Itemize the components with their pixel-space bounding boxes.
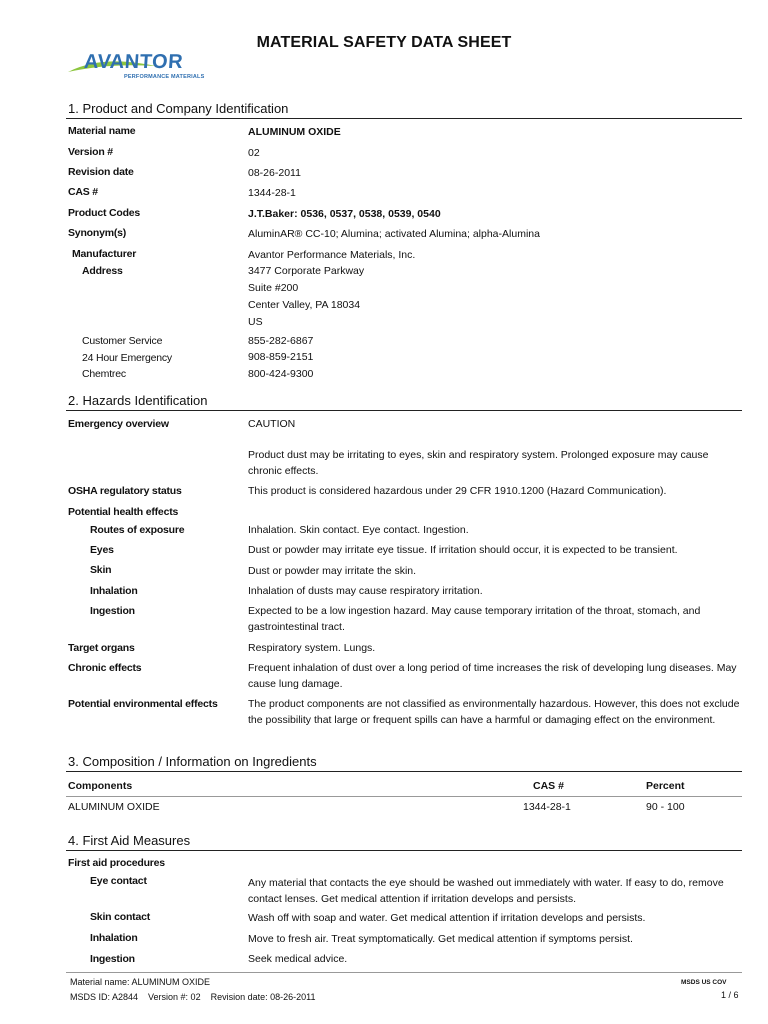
label-skin: Skin: [90, 564, 112, 576]
value-eyes: Dust or powder may irritate eye tissue. If irritation should occur, it is expected to be transient.: [248, 544, 678, 556]
table-cell-cas: 1344-28-1: [523, 801, 571, 813]
label-osha-status: OSHA regulatory status: [68, 485, 182, 497]
value-customer-service: 855-282-6867: [248, 335, 314, 347]
value-emergency-overview: Product dust may be irritating to eyes, skin and respiratory system. Prolonged exposure may cause chronic effects.: [248, 449, 709, 477]
label-product-codes: Product Codes: [68, 207, 141, 219]
logo-wordmark: AVANTOR: [83, 51, 184, 73]
label-chronic-effects: Chronic effects: [68, 662, 142, 674]
section-2-rule: [66, 410, 742, 411]
label-customer-service: Customer Service: [82, 335, 163, 347]
value-target-organs: Respiratory system. Lungs.: [248, 642, 376, 654]
value-eye-contact: Any material that contacts the eye should be washed out immediately with water. If easy to do, remove contact lenses. Get medical attention if irritation develops and persists.: [248, 877, 724, 905]
value-skin: Dust or powder may irritate the skin.: [248, 565, 417, 577]
label-routes-of-exposure: Routes of exposure: [90, 524, 185, 536]
label-eyes: Eyes: [90, 544, 114, 556]
label-24-hour-emergency: 24 Hour Emergency: [82, 352, 172, 364]
label-potential-health-effects: Potential health effects: [68, 506, 179, 518]
value-inhalation: Inhalation of dusts may cause respiratory irritation.: [248, 585, 483, 597]
footer-material-name: Material name: ALUMINUM OXIDE: [70, 977, 211, 987]
value-address-line-4: US: [248, 316, 263, 328]
section-1-heading: 1. Product and Company Identification: [68, 101, 289, 116]
document-title: MATERIAL SAFETY DATA SHEET: [256, 34, 512, 51]
value-material-name: ALUMINUM OXIDE: [248, 126, 341, 138]
value-version: 02: [248, 147, 260, 159]
value-24-hour-emergency: 908-859-2151: [248, 351, 314, 363]
label-first-aid-inhalation: Inhalation: [90, 932, 138, 944]
label-emergency-overview: Emergency overview: [68, 418, 169, 430]
value-chemtrec: 800-424-9300: [248, 368, 314, 380]
section-3-heading: 3. Composition / Information on Ingredients: [68, 754, 317, 769]
label-address: Address: [82, 265, 123, 277]
label-skin-contact: Skin contact: [90, 911, 151, 923]
label-ingestion: Ingestion: [90, 605, 135, 617]
value-first-aid-ingestion: Seek medical advice.: [248, 953, 348, 965]
value-skin-contact: Wash off with soap and water. Get medical attention if irritation develops and persists.: [248, 912, 646, 924]
value-synonyms: AluminAR® CC-10; Alumina; activated Alumina; alpha-Alumina: [248, 228, 540, 240]
footer-page-number: 1 / 6: [721, 990, 739, 1000]
value-ingestion: Expected to be a low ingestion hazard. May cause temporary irritation of the throat, stomach, and gastrointestinal tract.: [248, 605, 701, 633]
table-cell-percent: 90 - 100: [646, 801, 685, 813]
table-header-percent: Percent: [646, 780, 685, 792]
value-first-aid-inhalation: Move to fresh air. Treat symptomatically. Get medical attention if symptoms persist.: [248, 933, 633, 945]
label-first-aid-ingestion: Ingestion: [90, 953, 135, 965]
footer-ids: MSDS ID: A2844 Version #: 02 Revision date: 08-26-2011: [70, 992, 316, 1002]
footer-rule: [66, 972, 742, 973]
value-cas: 1344-28-1: [248, 187, 296, 199]
label-target-organs: Target organs: [68, 642, 135, 654]
value-manufacturer: Avantor Performance Materials, Inc.: [248, 249, 416, 261]
value-address-line-2: Suite #200: [248, 282, 299, 294]
table-header-cas: CAS #: [533, 780, 564, 792]
value-environmental-effects: The product components are not classified as environmentally hazardous. However, this does not exclude the possibility that large or frequent spills can have a harmful or damaging effect on the environment.: [248, 698, 740, 726]
label-revision-date: Revision date: [68, 166, 134, 178]
value-address-line-1: 3477 Corporate Parkway: [248, 265, 365, 277]
section-4-heading: 4. First Aid Measures: [68, 833, 191, 848]
footer-code: MSDS US COV: [681, 979, 727, 986]
section-1-rule: [66, 118, 742, 119]
table-cell-component: ALUMINUM OXIDE: [68, 801, 160, 813]
table-header-components: Components: [68, 780, 133, 792]
label-manufacturer: Manufacturer: [72, 248, 137, 260]
label-cas: CAS #: [68, 186, 98, 198]
label-chemtrec: Chemtrec: [82, 368, 126, 380]
label-inhalation: Inhalation: [90, 585, 138, 597]
value-revision-date: 08-26-2011: [248, 167, 301, 179]
value-chronic-effects: Frequent inhalation of dust over a long period of time increases the risk of developing lung diseases. May cause lung damage.: [248, 662, 737, 690]
label-eye-contact: Eye contact: [90, 875, 147, 887]
table-header-rule: [66, 796, 742, 797]
label-version: Version #: [68, 146, 113, 158]
value-address-line-3: Center Valley, PA 18034: [248, 299, 361, 311]
section-3-rule: [66, 771, 742, 772]
value-product-codes: J.T.Baker: 0536, 0537, 0538, 0539, 0540: [248, 208, 441, 220]
value-osha-status: This product is considered hazardous under 29 CFR 1910.1200 (Hazard Communication).: [248, 485, 667, 497]
section-2-heading: 2. Hazards Identification: [68, 393, 208, 408]
logo-subtitle: PERFORMANCE MATERIALS: [124, 74, 205, 80]
label-synonyms: Synonym(s): [68, 227, 127, 239]
value-caution: CAUTION: [248, 418, 296, 430]
label-first-aid-procedures: First aid procedures: [68, 857, 165, 869]
section-4-rule: [66, 850, 742, 851]
label-material-name: Material name: [68, 125, 136, 137]
label-environmental-effects: Potential environmental effects: [68, 698, 218, 710]
value-routes-of-exposure: Inhalation. Skin contact. Eye contact. Ingestion.: [248, 524, 469, 536]
